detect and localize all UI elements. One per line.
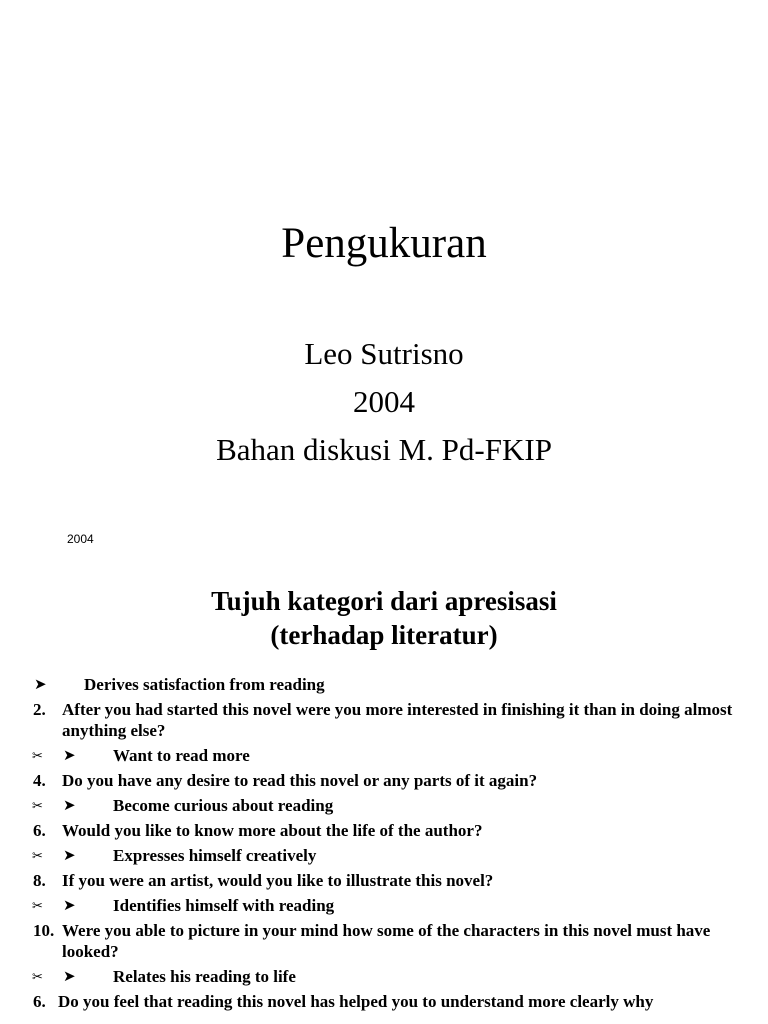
list-item-number: 6. [33, 992, 46, 1011]
section-title-line-2: (terhadap literatur) [270, 620, 498, 650]
list-item-text: After you had started this novel were you more interested in finishing it than in doing almost anything else? [62, 700, 733, 740]
list-item-text: Would you like to know more about the life of the author? [62, 821, 483, 840]
list-item [0, 920, 768, 962]
list-item [0, 845, 768, 866]
list-item-text: Relates his reading to life [113, 967, 296, 986]
scissors-icon: ✂ [32, 899, 43, 914]
arrowhead-bullet-icon: ➤ [63, 796, 76, 814]
list-item [0, 699, 768, 741]
arrowhead-bullet-icon: ➤ [63, 746, 76, 764]
slide-subtitle [0, 334, 768, 478]
slide-year: 2004 [353, 384, 415, 419]
list-item [0, 674, 768, 695]
course-description: Bahan diskusi M. Pd-FKIP [216, 432, 552, 467]
list-item-number: 4. [33, 771, 46, 790]
list-item-number: 2. [33, 700, 46, 719]
scissors-icon: ✂ [32, 970, 43, 985]
list-item [0, 966, 768, 987]
list-item-text: Want to read more [113, 746, 250, 765]
list-item-text: Were you able to picture in your mind how some of the characters in this novel must have looked? [62, 921, 711, 961]
list-item [0, 770, 768, 791]
arrowhead-bullet-icon: ➤ [63, 846, 76, 864]
list-item-text: Identifies himself with reading [113, 896, 335, 915]
list-item [0, 870, 768, 891]
scissors-icon: ✂ [32, 749, 43, 764]
scissors-icon: ✂ [32, 799, 43, 814]
list-item-text: Derives satisfaction from reading [84, 675, 325, 694]
list-item-text: Do you have any desire to read this novel or any parts of it again? [62, 771, 538, 790]
arrowhead-bullet-icon: ➤ [63, 967, 76, 985]
slide-footer-year: 2004 [67, 532, 94, 546]
list-item-text: Do you feel that reading this novel has helped you to understand more clearly why [58, 992, 654, 1011]
section-title [0, 584, 768, 652]
list-item [0, 820, 768, 841]
scissors-icon: ✂ [32, 849, 43, 864]
list-item-text: If you were an artist, would you like to illustrate this novel? [62, 871, 494, 890]
list-item [0, 795, 768, 816]
list-item [0, 745, 768, 766]
slide-title: Pengukuran [281, 220, 487, 267]
list-item-number: 8. [33, 871, 46, 890]
list-item [0, 991, 768, 1012]
appreciation-list [0, 674, 768, 1016]
arrowhead-bullet-icon: ➤ [63, 896, 76, 914]
list-item [0, 895, 768, 916]
list-item-text: Expresses himself creatively [113, 846, 317, 865]
list-item-number: 10. [33, 921, 55, 940]
arrowhead-bullet-icon: ➤ [34, 675, 47, 693]
list-item-text: Become curious about reading [113, 796, 334, 815]
list-item-number: 6. [33, 821, 46, 840]
section-title-line-1: Tujuh kategori dari apresisasi [211, 586, 557, 616]
author-name: Leo Sutrisno [304, 336, 464, 371]
